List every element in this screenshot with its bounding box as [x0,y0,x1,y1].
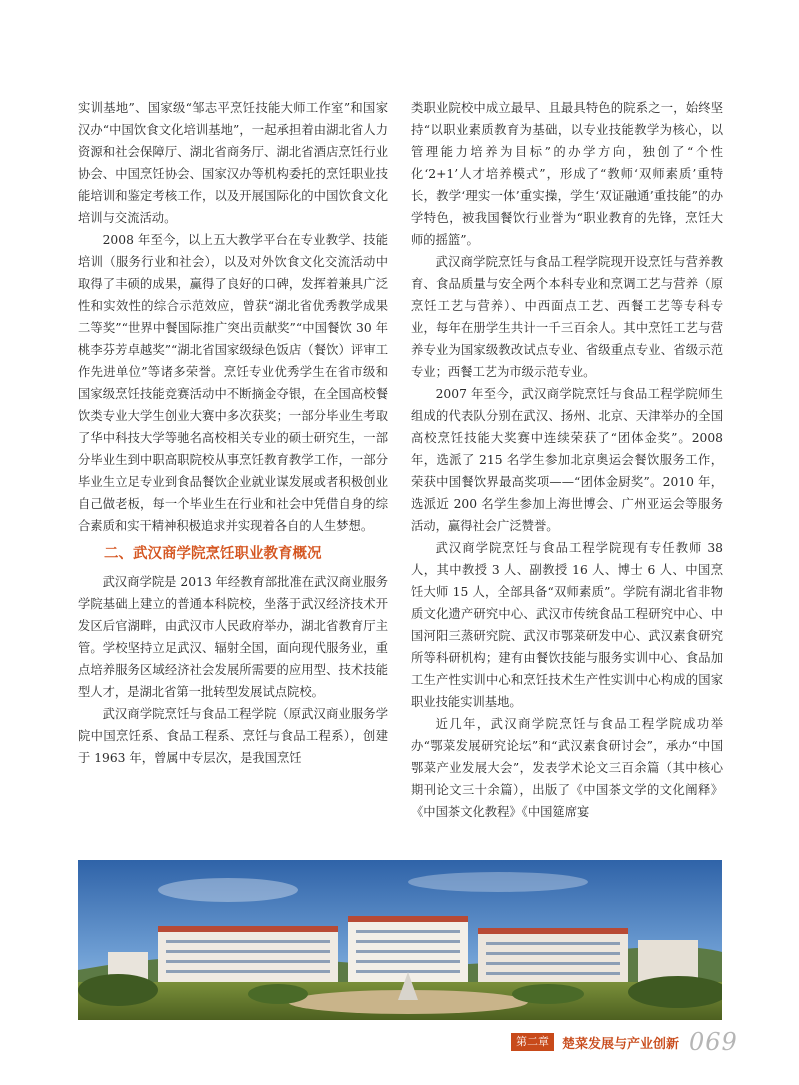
campus-illustration [78,860,722,1020]
page-number: 069 [689,1028,738,1056]
left-paragraph-3: 武汉商学院是 2013 年经教育部批准在武汉商业服务学院基础上建立的普通本科院校，坐落于武汉经济技术开发区后官湖畔，由武汉市人民政府举办，湖北省教育厅主管。学校坚持立足武汉、辐射全国，面向现代服务业，重点培养服务区域经济社会发展所需要的应用型、技术技能型人才，是湖北省第一批转型发展试点院校。 [78,575,388,699]
section-heading: 二、武汉商学院烹饪职业教育概况 [104,546,322,562]
right-paragraph-2: 武汉商学院烹饪与食品工程学院现开设烹饪与营养教育、食品质量与安全两个本科专业和烹调工艺与营养（原烹饪工艺与营养）、中西面点工艺、西餐工艺等专科专业，每年在册学生共计一千三百余人。其中烹饪工艺与营养专业为国家级教改试点专业、省级重点专业、省级示范专业；西餐工艺为市级示范专业。 [411,255,723,379]
right-paragraph-5: 近几年，武汉商学院烹饪与食品工程学院成功举办“鄂菜发展研究论坛”和“武汉素食研讨会”，承办“中国鄂菜产业发展大会”，发表学术论文三百余篇（其中核心期刊论文三十余篇），出版了《中国茶文学的文化阐释》《中国茶文化教程》《中国筵席宴 [411,717,723,819]
left-column [78,97,388,769]
left-paragraph-2: 2008 年至今，以上五大教学平台在专业教学、技能培训（服务行业和社会），以及对外饮食文化交流活动中取得了丰硕的成果，赢得了良好的口碑，发挥着兼具广泛性和实效性的综合示范效应，曾获“湖北省优秀教学成果二等奖”“世界中餐国际推广突出贡献奖”“中国餐饮 30 年桃李芬芳卓越奖”“湖北省国家级绿色饭店（餐饮）评审工作先进单位”等诸多荣誉。烹饪专业优秀学生在省市级和国家级烹饪技能竞赛活动中不断摘金夺银，在全国高校餐饮类专业大学生创业大赛中多次获奖；一部分毕业生考取了华中科技大学等驰名高校相关专业的硕士研究生，一部分毕业生到中职高职院校从事烹饪教育教学工作，一部分毕业生立足专业到食品餐饮企业就业谋发展或者积极创业自己做老板，每一个毕业生在行业和社会中凭借自身的综合素质和实干精神积极追求并实现着各自的人生梦想。 [78,233,388,533]
left-paragraph-4: 武汉商学院烹饪与食品工程学院（原武汉商业服务学院中国烹饪系、食品工程系、烹饪与食品工程系），创建于 1963 年，曾属中专层次，是我国烹饪 [78,707,388,765]
campus-photo [78,860,722,1020]
right-column [411,97,723,823]
right-paragraph-4: 武汉商学院烹饪与食品工程学院现有专任教师 38 人，其中教授 3 人、副教授 16 人、博士 6 人、中国烹饪大师 15 人，全部具备“双师素质”。学院有湖北省非物质文化遗产研究中心、武汉市传统食品工程研究中心、中国河阳三蒸研究院、武汉市鄂菜研发中心、武汉素食研究所等科研机构；建有由餐饮技能与服务实训中心、食品加工生产性实训中心和烹饪技术生产性实训中心构成的国家职业技能实训基地。 [411,541,723,709]
right-paragraph-3: 2007 年至今，武汉商学院烹饪与食品工程学院师生组成的代表队分别在武汉、扬州、北京、天津举办的全国高校烹饪技能大奖赛中连续荣获了“团体金奖”。2008 年，选派了 215 名学生参加北京奥运会餐饮服务工作，荣获中国餐饮界最高奖项——“团体金厨奖”。2010 年，选派近 200 名学生参加上海世博会、广州亚运会等服务活动，赢得社会广泛赞誉。 [411,387,723,533]
left-paragraph-1: 实训基地”、国家级“邹志平烹饪技能大师工作室”和国家汉办“中国饮食文化培训基地”，一起承担着由湖北省人力资源和社会保障厅、湖北省商务厅、湖北省酒店烹饪行业协会、中国烹饪协会、国家汉办等机构委托的烹饪职业技能培训和鉴定考核工作，以及开展国际化的中国饮食文化培训与交流活动。 [78,101,388,225]
right-paragraph-1: 类职业院校中成立最早、且最具特色的院系之一，始终坚持“以职业素质教育为基础，以专业技能教学为核心，以管理能力培养为目标”的办学方向，独创了“个性化‘2+1’人才培养模式”，形成了“教师‘双师素质’重特长，教学‘理实一体’重实操，学生‘双证融通’重技能”的办学特色，被我国餐饮行业誉为“职业教育的先锋，烹饪大师的摇篮”。 [411,101,723,247]
section-title: 楚菜发展与产业创新 [562,1036,680,1052]
page-footer [511,1028,738,1056]
chapter-tag: 第二章 [511,1033,554,1051]
